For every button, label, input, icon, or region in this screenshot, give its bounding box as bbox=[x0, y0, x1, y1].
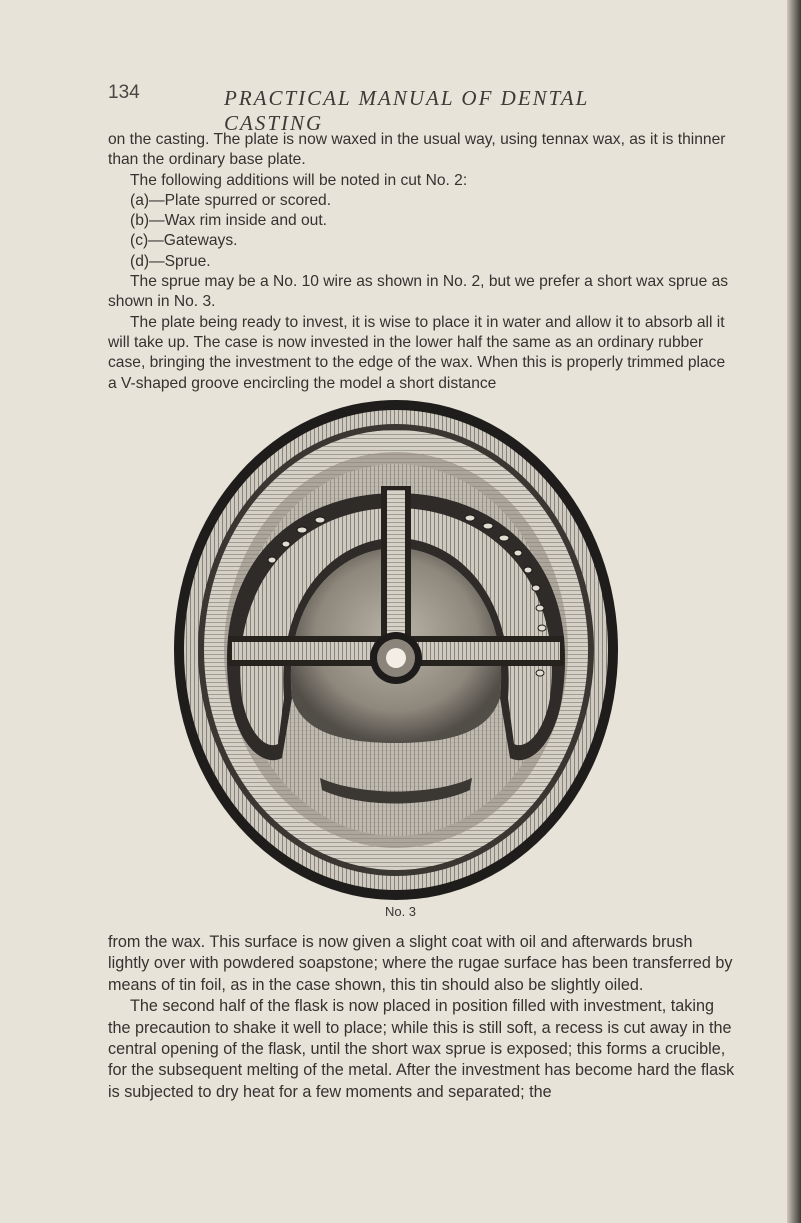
flask-illustration bbox=[170, 398, 622, 903]
paragraph: The sprue may be a No. 10 wire as shown in No. 2, but we prefer a short wax sprue as shown in No. 3. bbox=[108, 273, 729, 311]
list-item: (d)—Sprue. bbox=[130, 252, 211, 270]
page-edge bbox=[787, 0, 801, 1223]
list-item: (c)—Gateways. bbox=[130, 232, 238, 250]
list-item: (b)—Wax rim inside and out. bbox=[130, 212, 328, 230]
paragraph: The plate being ready to invest, it is wise to place it in water and allow it to absorb all it will take up. The case is now invested in the lower half the same as an ordinary rubber case, bringing the investment to the edge of the wax. When this is properly trimmed place a V-shaped groove encircling the model a short distance bbox=[108, 313, 726, 392]
text-bottom bbox=[108, 932, 738, 1103]
text-top bbox=[108, 130, 738, 394]
page-number: 134 bbox=[108, 82, 140, 103]
page-header bbox=[108, 78, 668, 135]
paragraph: The following additions will be noted in cut No. 2: bbox=[130, 171, 468, 189]
paragraph: on the casting. The plate is now waxed in the usual way, using tennax wax, as it is thinner than the ordinary base plate. bbox=[108, 131, 726, 169]
running-title: PRACTICAL MANUAL OF DENTAL CASTING bbox=[224, 86, 589, 135]
paragraph: from the wax. This surface is now given a slight coat with oil and afterwards brush lightly over with powdered soapstone; where the rugae surface has been transferred by means of tin foil, as in the case shown, this tin should also be slightly oiled. bbox=[108, 933, 733, 994]
paragraph: The second half of the flask is now placed in position filled with investment, taking the precaution to shake it well to place; while this is still soft, a recess is cut away in the central opening of the flask, until the short wax sprue is exposed; this forms a crucible, for the subsequent melting of the metal. After the investment has become hard the flask is subjected to dry heat for a few moments and separated; the bbox=[108, 997, 735, 1101]
list-item: (a)—Plate spurred or scored. bbox=[130, 191, 332, 209]
figure-caption: No. 3 bbox=[384, 904, 417, 919]
